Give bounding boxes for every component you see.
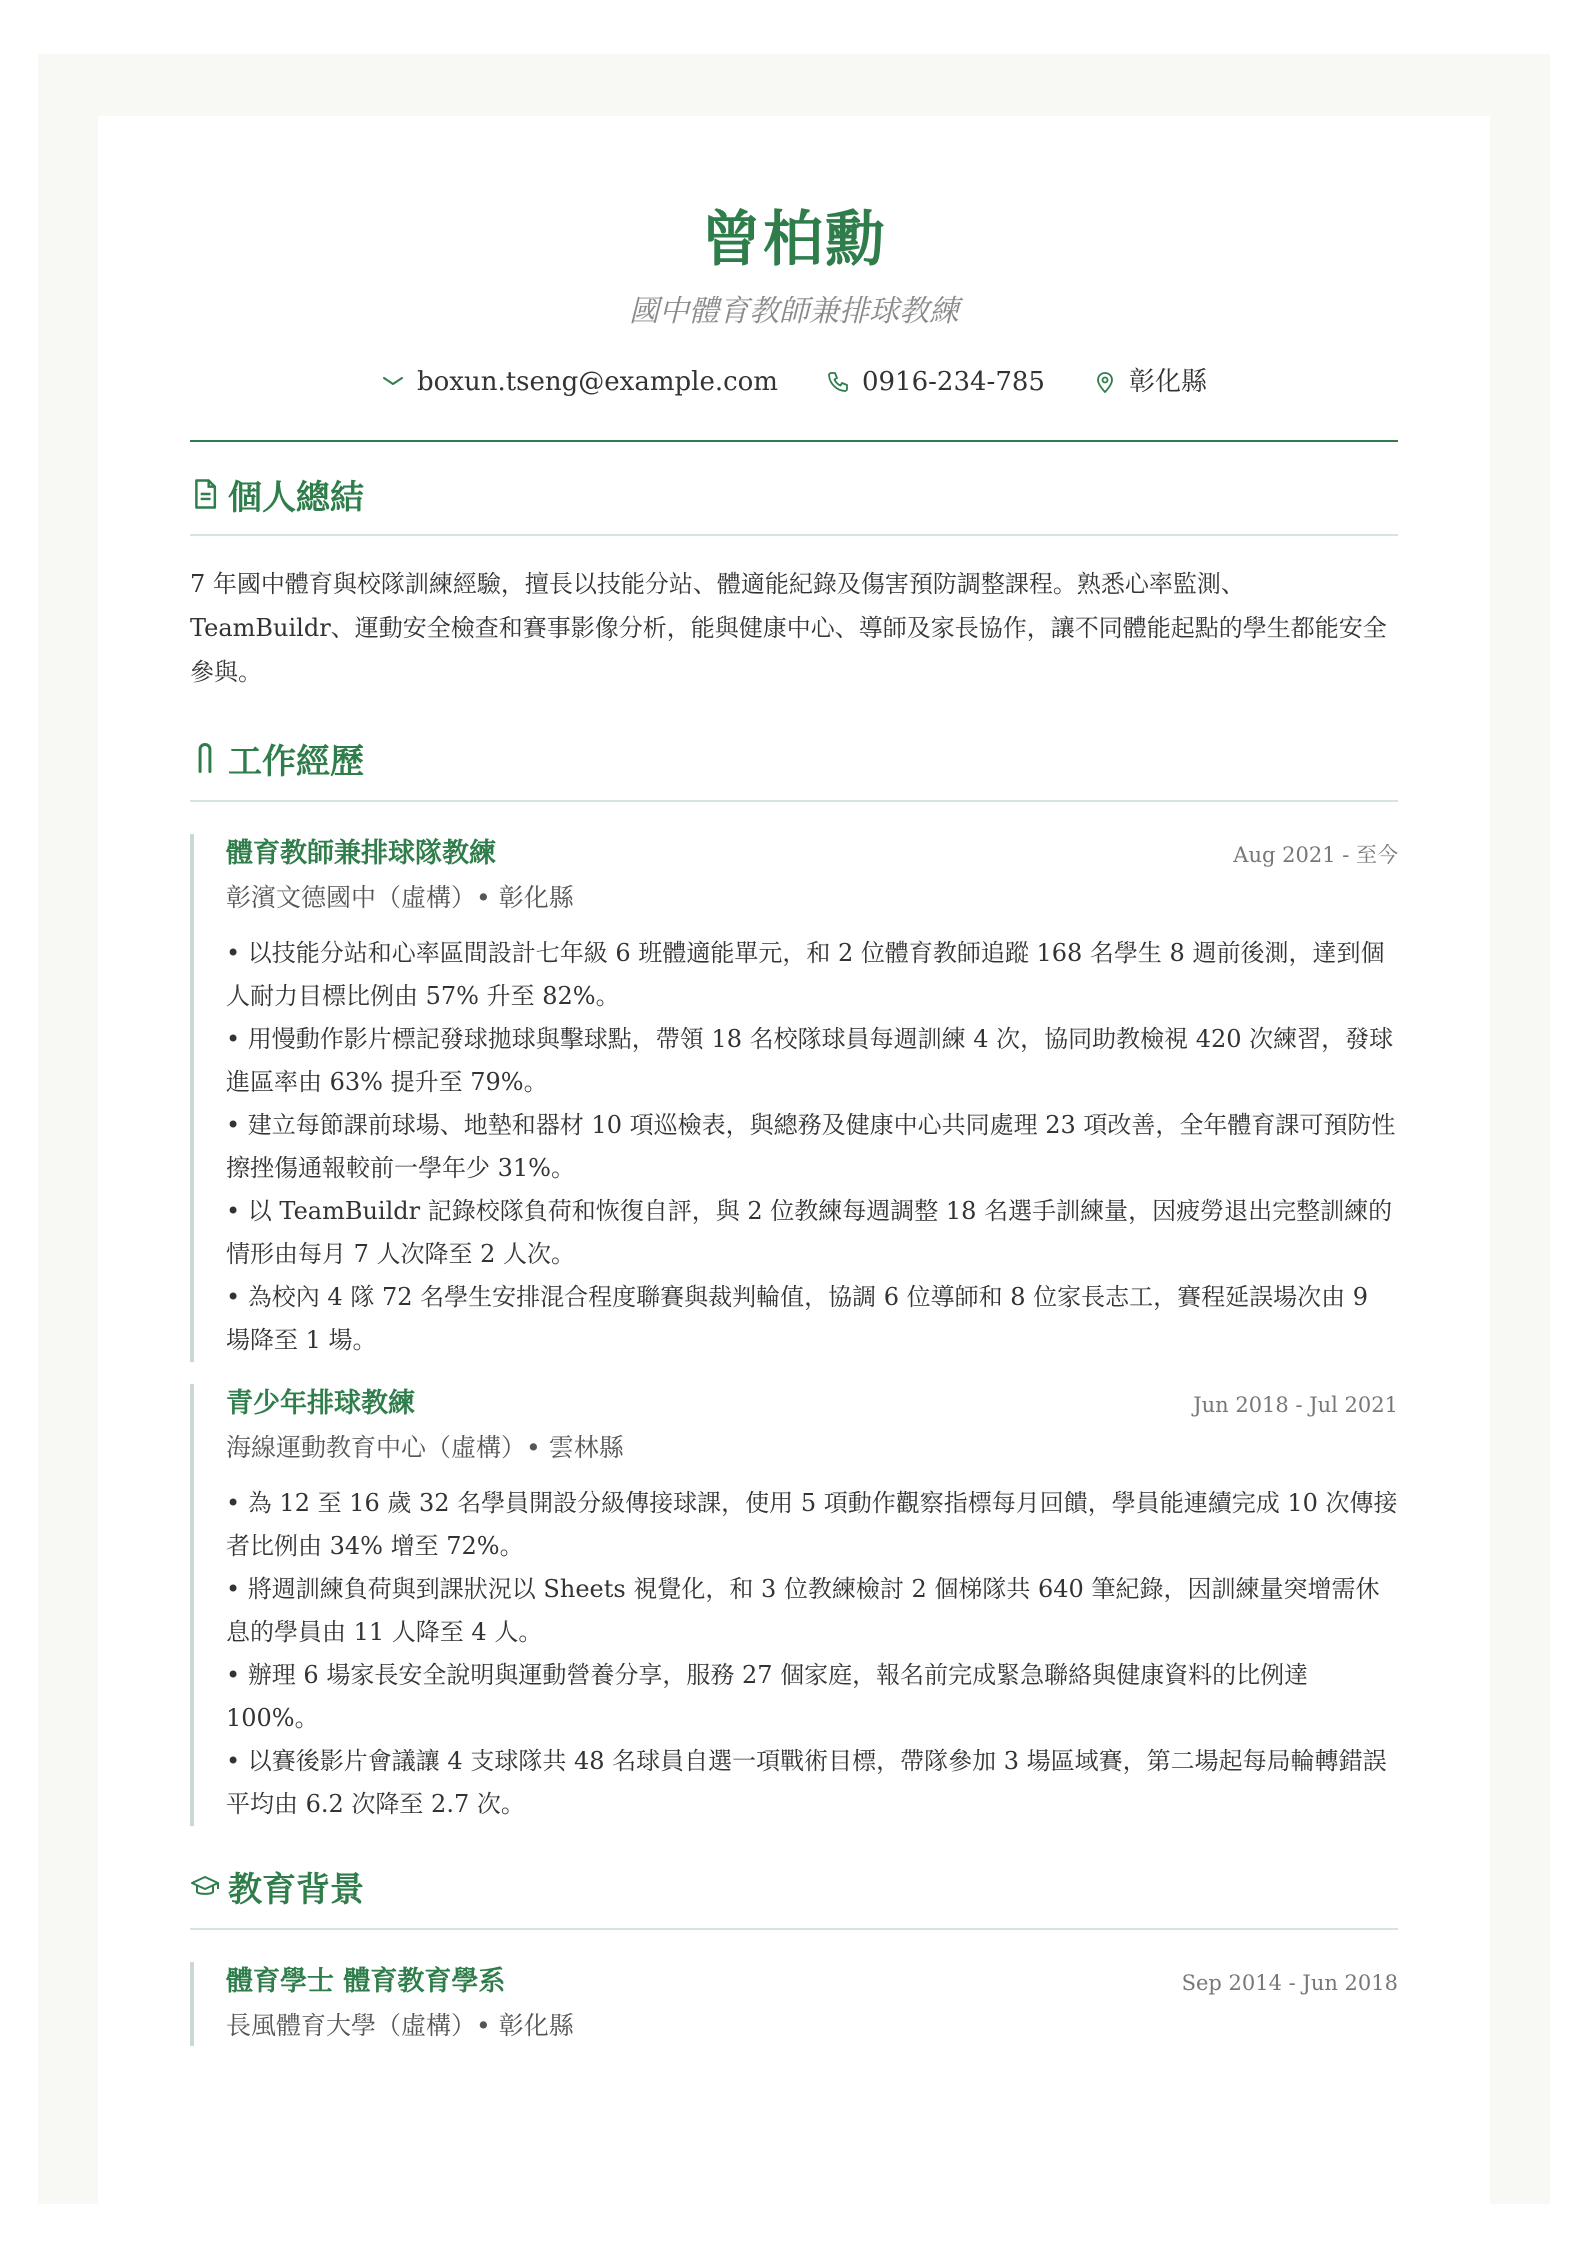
resume-content bbox=[190, 116, 1398, 2046]
education-divider bbox=[190, 1928, 1398, 1930]
resume-paper bbox=[98, 116, 1490, 2204]
job-bullets bbox=[226, 1482, 1398, 1826]
degree: 體育學士 體育教育學系 bbox=[226, 1966, 506, 1997]
job-role: 青少年排球教練 bbox=[226, 1388, 415, 1419]
education-heading bbox=[190, 1856, 1398, 1916]
briefcase-icon bbox=[190, 742, 220, 774]
experience-heading-text: 工作經歷 bbox=[228, 741, 364, 782]
contact-bar bbox=[190, 364, 1398, 400]
education-header bbox=[226, 1962, 1398, 2002]
candidate-name: 曾柏勳 bbox=[701, 205, 887, 275]
graduation-cap-icon bbox=[190, 1870, 220, 1902]
job-bullet: • 為 12 至 16 歲 32 名學員開設分級傳接球課，使用 5 項動作觀察指標每月回饋，學員能連續完成 10 次傳接者比例由 34% 增至 72%。 bbox=[226, 1482, 1398, 1568]
job-bullet: • 建立每節課前球場、地墊和器材 10 項巡檢表，與總務及健康中心共同處理 23 項改善，全年體育課可預防性擦挫傷通報較前一學年少 31%。 bbox=[226, 1104, 1398, 1190]
job-bullet: • 以技能分站和心率區間設計七年級 6 班體適能單元，和 2 位體育教師追蹤 168 名學生 8 週前後測，達到個人耐力目標比例由 57% 升至 82%。 bbox=[226, 932, 1398, 1018]
map-pin-icon bbox=[1093, 370, 1117, 394]
contact-phone[interactable] bbox=[826, 364, 1045, 400]
job-org: 海線運動教育中心（虛構）• 雲林縣 bbox=[226, 1433, 624, 1462]
job-bullet: • 以 TeamBuildr 記錄校隊負荷和恢復自評，與 2 位教練每週調整 18 名選手訓練量，因疲勞退出完整訓練的情形由每月 7 人次降至 2 人次。 bbox=[226, 1190, 1398, 1276]
job-bullets bbox=[226, 932, 1398, 1362]
location-text: 彰化縣 bbox=[1128, 367, 1207, 397]
summary-divider bbox=[190, 534, 1398, 536]
contact-email[interactable] bbox=[381, 364, 778, 400]
job-role: 體育教師兼排球隊教練 bbox=[226, 838, 496, 869]
job-dates: Jun 2018 - Jul 2021 bbox=[1193, 1393, 1398, 1417]
document-icon bbox=[190, 478, 220, 510]
email-text: boxun.tseng@example.com bbox=[417, 367, 778, 397]
job-bullet: • 用慢動作影片標記發球拋球與擊球點，帶領 18 名校隊球員每週訓練 4 次，協同助教檢視 420 次練習，發球進區率由 63% 提升至 79%。 bbox=[226, 1018, 1398, 1104]
summary-heading bbox=[190, 464, 1398, 524]
education-dates: Sep 2014 - Jun 2018 bbox=[1181, 1971, 1398, 1995]
experience-divider bbox=[190, 800, 1398, 802]
experience-heading bbox=[190, 728, 1398, 788]
mail-icon bbox=[381, 370, 405, 394]
job-bullet: • 將週訓練負荷與到課狀況以 Sheets 視覺化，和 3 位教練檢討 2 個梯隊共 640 筆紀錄，因訓練量突增需休息的學員由 11 人降至 4 人。 bbox=[226, 1568, 1398, 1654]
job-bullet: • 以賽後影片會議讓 4 支球隊共 48 名球員自選一項戰術目標，帶隊參加 3 場區域賽，第二場起每局輪轉錯誤平均由 6.2 次降至 2.7 次。 bbox=[226, 1740, 1398, 1826]
job-title: 國中體育教師兼排球教練 bbox=[629, 294, 959, 329]
job-entry bbox=[190, 1384, 1398, 1826]
job-header bbox=[226, 834, 1398, 874]
phone-icon bbox=[826, 370, 850, 394]
education-heading-text: 教育背景 bbox=[228, 1869, 364, 1910]
phone-text: 0916-234-785 bbox=[861, 367, 1045, 397]
summary-heading-text: 個人總結 bbox=[228, 477, 364, 518]
job-org: 彰濱文德國中（虛構）• 彰化縣 bbox=[226, 883, 574, 912]
school: 長風體育大學（虛構）• 彰化縣 bbox=[226, 2011, 574, 2040]
job-bullet: • 為校內 4 隊 72 名學生安排混合程度聯賽與裁判輪值，協調 6 位導師和 8 位家長志工，賽程延誤場次由 9 場降至 1 場。 bbox=[226, 1276, 1398, 1362]
job-header bbox=[226, 1384, 1398, 1424]
job-entry bbox=[190, 834, 1398, 1362]
job-dates: Aug 2021 - 至今 bbox=[1233, 843, 1398, 867]
education-entry bbox=[190, 1962, 1398, 2046]
summary-text: 7 年國中體育與校隊訓練經驗，擅長以技能分站、體適能紀錄及傷害預防調整課程。熟悉心率監測、TeamBuildr、運動安全檢查和賽事影像分析，能與健康中心、導師及家長協作，讓不同體能起點的學生都能安全參與。 bbox=[190, 570, 1387, 686]
job-bullet: • 辦理 6 場家長安全說明與運動營養分享，服務 27 個家庭，報名前完成緊急聯絡與健康資料的比例達 100%。 bbox=[226, 1654, 1398, 1740]
header-divider bbox=[190, 440, 1398, 442]
contact-location bbox=[1093, 364, 1207, 400]
